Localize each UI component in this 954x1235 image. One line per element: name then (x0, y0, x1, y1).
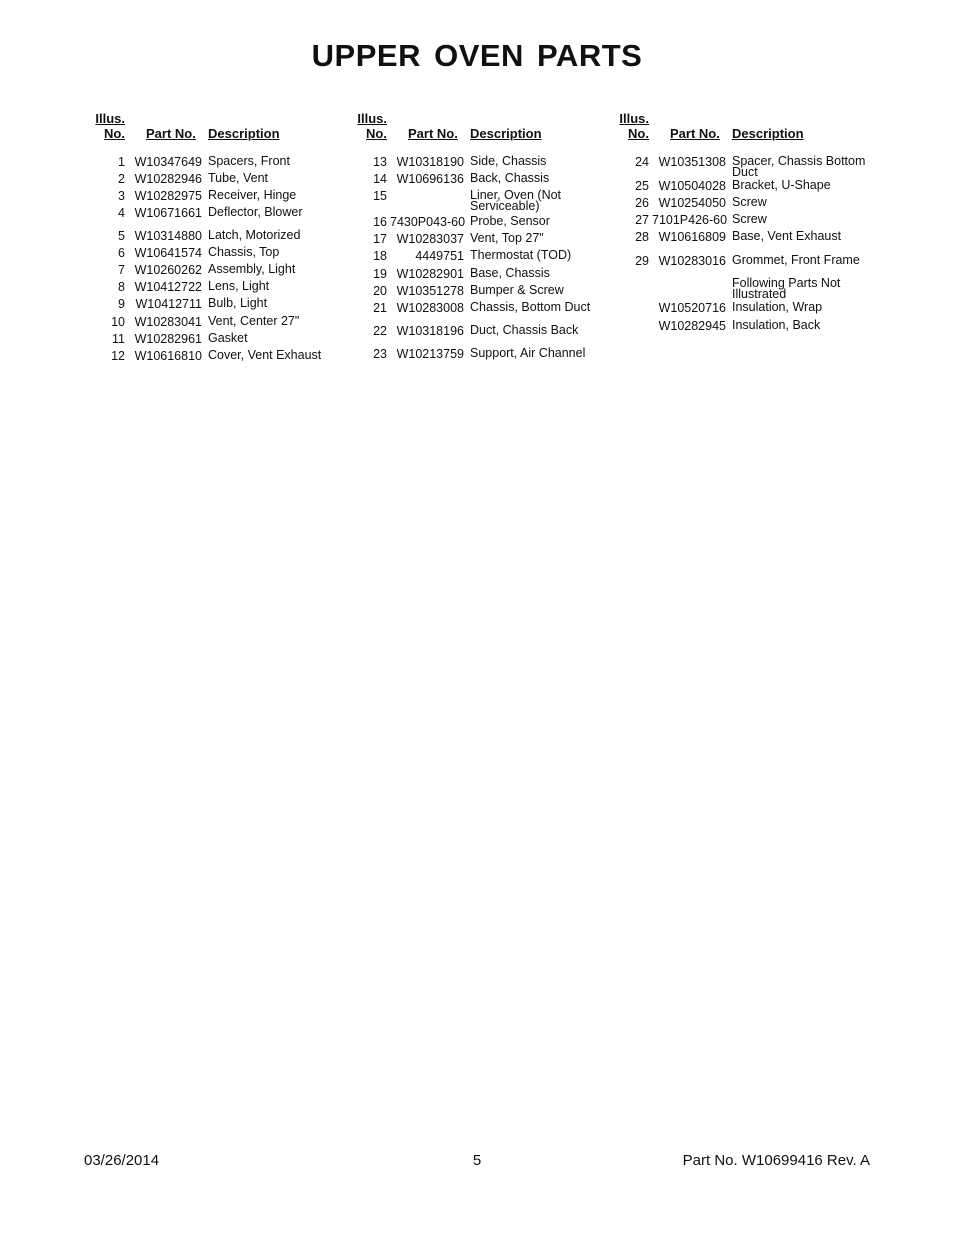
illus-header: Illus. (619, 111, 649, 126)
page-title: UPPER OVEN PARTS (311, 38, 643, 73)
description-header: Description (470, 126, 542, 141)
illus-no-header: No. (628, 126, 649, 141)
description-header: Description (208, 126, 280, 141)
footer-date: 03/26/2014 (84, 1152, 160, 1169)
illus-no-header: No. (366, 126, 387, 141)
illus-header: Illus. (95, 111, 125, 126)
footer-part-number: Part No. W10699416 Rev. A (682, 1152, 870, 1169)
footer-page-number: 5 (472, 1152, 482, 1169)
illus-header: Illus. (357, 111, 387, 126)
part-no-header: Part No. (146, 126, 196, 141)
illus-no-header: No. (104, 126, 125, 141)
description-header: Description (732, 126, 804, 141)
part-no-header: Part No. (408, 126, 458, 141)
part-no-header: Part No. (670, 126, 720, 141)
